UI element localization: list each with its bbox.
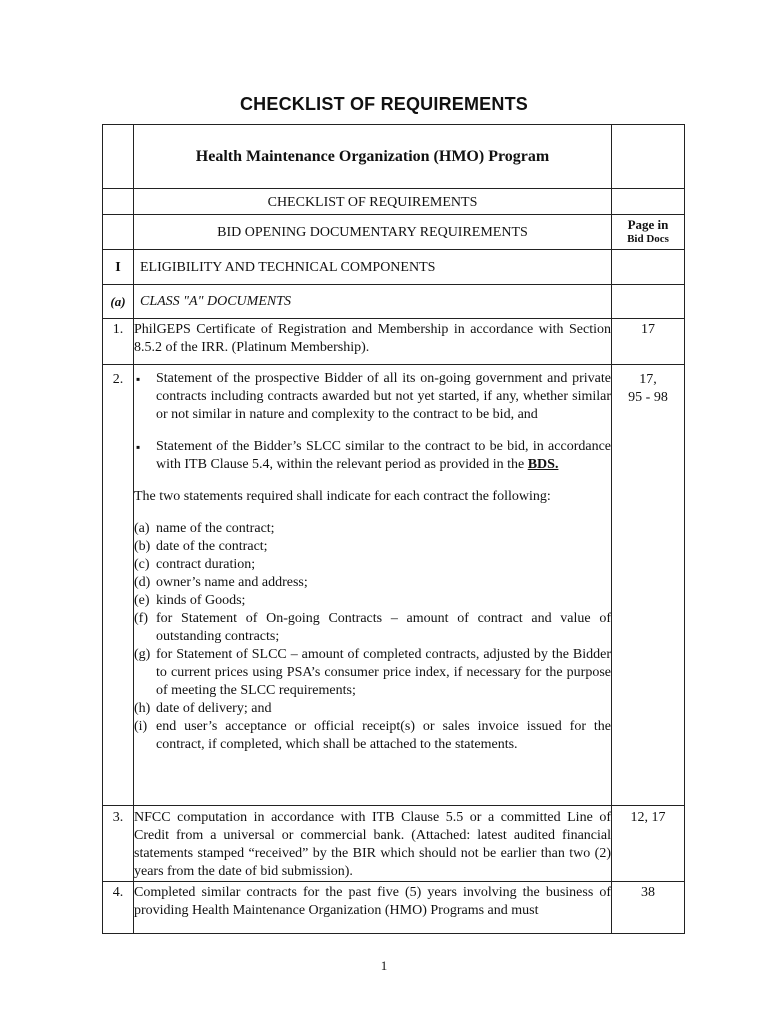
contract-detail-item [134,610,611,646]
requirement-page [612,365,685,806]
page-ref-2: 95 - 98 [628,390,668,405]
requirement-page: 38 [612,882,685,934]
document-title: CHECKLIST OF REQUIREMENTS [239,94,528,114]
requirement-number: 1. [103,319,134,365]
item-marker: (a) [134,521,150,536]
bid-opening-row [103,215,685,250]
bid-opening-heading: BID OPENING DOCUMENTARY REQUIREMENTS [134,215,612,250]
section-number: I [103,250,134,285]
page-header-line2: Bid Docs [627,233,669,245]
requirement-text: NFCC computation in accordance with ITB Clause 5.5 or a committed Line of Credit from a universal or commercial bank. (Attached: latest audited financial statements stamped “received” by the BIR which should not be earlier than two (2) years from the date of bid submission). [134,806,612,882]
statements-intro: The two statements required shall indicate for each contract the following: [134,489,551,504]
item-marker: (i) [134,719,148,734]
subheading-row [103,189,685,215]
item-text: for Statement of On-going Contracts – amount of contract and value of outstanding contracts; [156,611,611,644]
contract-detail-item [134,556,611,574]
requirement-number: 4. [103,882,134,934]
subsection-number: (a) [103,285,134,319]
contract-detail-item [134,520,611,538]
subheading: CHECKLIST OF REQUIREMENTS [134,189,612,215]
contract-detail-item [134,646,611,700]
page-column-header [612,215,685,250]
contract-details-list [134,520,611,754]
requirement-content [134,365,612,806]
bds-link-text: BDS. [527,457,559,472]
bullet-slcc-text: Statement of the Bidder’s SLCC similar to the contract to be bid, in accordance with ITB Clause 5.4, within the relevant period as provided in the [156,439,611,472]
item-text: name of the contract; [156,521,275,536]
item-text: end user’s acceptance or official receipt(s) or sales invoice issued for the contract, if completed, which shall be attached to the statements. [156,719,611,752]
item-text: date of the contract; [156,539,268,554]
contract-detail-item [134,718,611,754]
statement-bullets [134,370,611,474]
contract-detail-item [134,700,611,718]
requirement-number: 3. [103,806,134,882]
item-marker: (f) [134,611,148,626]
requirement-page: 17 [612,319,685,365]
item-marker: (e) [134,593,150,608]
section-label: ELIGIBILITY AND TECHNICAL COMPONENTS [134,250,612,285]
subsection-row [103,285,685,319]
item-marker: (c) [134,557,150,572]
page-header-line1: Page in [627,217,669,232]
page-ref-1: 17, [639,372,657,387]
page-number: 1 [380,958,388,973]
bullet-ongoing-contracts: ▪ Statement of the prospective Bidder of all its on-going government and private contracts including contracts awarded but not yet started, if any, whether similar or not similar in nature and complexity to the contract to be bid, and [134,370,611,424]
item-text: contract duration; [156,557,256,572]
item-text: date of delivery; and [156,701,272,716]
contract-detail-item [134,538,611,556]
bullet-slcc [134,438,611,474]
item-marker: (b) [134,539,151,554]
contract-detail-item [134,574,611,592]
requirement-row-1 [103,319,685,365]
requirement-row-3 [103,806,685,882]
section-row [103,250,685,285]
item-text: owner’s name and address; [156,575,308,590]
subsection-label: CLASS "A" DOCUMENTS [134,285,612,319]
program-title: Health Maintenance Organization (HMO) Program [134,125,612,189]
item-marker: (g) [134,647,151,662]
item-text: for Statement of SLCC – amount of completed contracts, adjusted by the Bidder to current prices using PSA’s consumer price index, if necessary for the purpose of meeting the SLCC requirements; [156,647,611,698]
requirement-page: 12, 17 [612,806,685,882]
requirement-row-4 [103,882,685,934]
program-row [103,125,685,189]
contract-detail-item [134,592,611,610]
requirement-row-2 [103,365,685,806]
item-text: kinds of Goods; [156,593,246,608]
requirement-text: PhilGEPS Certificate of Registration and Membership in accordance with Section 8.5.2 of the IRR. (Platinum Membership). [134,319,612,365]
item-marker: (d) [134,575,151,590]
requirement-number: 2. [103,365,134,806]
requirement-text: Completed similar contracts for the past five (5) years involving the business of providing Health Maintenance Organization (HMO) Programs and must [134,882,612,934]
requirements-table [102,124,685,934]
item-marker: (h) [134,701,151,716]
